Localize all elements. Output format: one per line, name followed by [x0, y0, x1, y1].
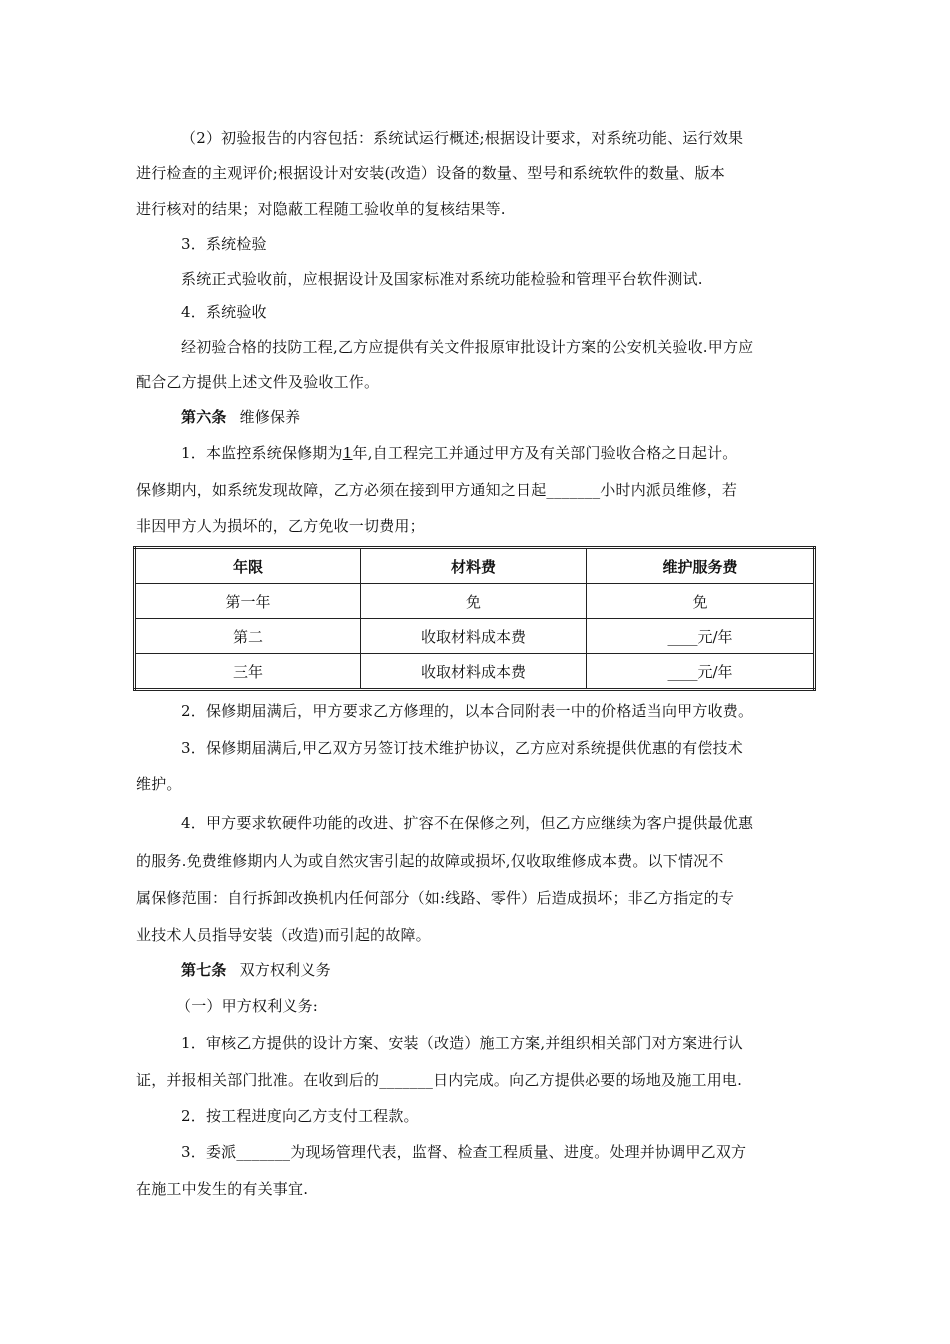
article-title: 双方权利义务	[239, 961, 331, 979]
paragraph-line: 业技术人员指导安装（改造)而引起的故障。	[136, 926, 431, 944]
text-span: 年,自工程完工并通过甲方及有关部门验收合格之日起计。	[352, 444, 738, 462]
paragraph-line	[181, 443, 737, 463]
paragraph-line: 2．按工程进度向乙方支付工程款。	[181, 1107, 419, 1125]
article-label: 第六条	[181, 408, 227, 426]
table-cell: ____元/年	[586, 619, 814, 654]
table-header-cell: 年限	[135, 548, 361, 584]
paragraph-line: 在施工中发生的有关事宜.	[136, 1180, 309, 1198]
paragraph-line: 3．委派_______为现场管理代表，监督、检查工程质量、进度。处理并协调甲乙双方	[181, 1143, 747, 1161]
paragraph-line: 保修期内，如系统发现故障，乙方必须在接到甲方通知之日起_______小时内派员维修，若	[136, 481, 738, 499]
table-header-row	[135, 548, 815, 584]
table-cell: ____元/年	[586, 654, 814, 690]
section-heading: 3．系统检验	[181, 235, 267, 253]
paragraph-line: 配合乙方提供上述文件及验收工作。	[136, 373, 380, 391]
article-heading	[181, 407, 300, 427]
section-heading: 4．系统验收	[181, 303, 267, 321]
table-cell: 免	[360, 584, 586, 619]
table-row	[135, 584, 815, 619]
table-cell: 收取材料成本费	[360, 619, 586, 654]
paragraph-line: 1．审核乙方提供的设计方案、安装（改造）施工方案,并组织相关部门对方案进行认	[181, 1034, 743, 1052]
table-header-cell: 维护服务费	[586, 548, 814, 584]
table-cell: 三年	[135, 654, 361, 690]
paragraph-line: 4．甲方要求软硬件功能的改进、扩容不在保修之列，但乙方应继续为客户提供最优惠	[181, 814, 754, 832]
paragraph-line: 属保修范围：自行拆卸改换机内任何部分（如:线路、零件）后造成损坏；非乙方指定的专	[136, 889, 735, 907]
fill-in-blank: 1	[342, 444, 353, 462]
article-heading	[181, 960, 331, 980]
paragraph-line: （2）初验报告的内容包括：系统试运行概述;根据设计要求，对系统功能、运行效果	[181, 129, 744, 147]
table-row	[135, 619, 815, 654]
table-cell: 收取材料成本费	[360, 654, 586, 690]
article-label: 第七条	[181, 961, 227, 979]
table-cell: 第二	[135, 619, 361, 654]
paragraph-line: 维护。	[136, 775, 182, 793]
paragraph-line: 经初验合格的技防工程,乙方应提供有关文件报原审批设计方案的公安机关验收.甲方应	[181, 338, 754, 356]
paragraph-line: 进行核对的结果；对隐蔽工程随工验收单的复核结果等.	[136, 200, 506, 218]
table-cell: 免	[586, 584, 814, 619]
paragraph-line: 进行检查的主观评价;根据设计对安装(改造）设备的数量、型号和系统软件的数量、版本	[136, 164, 725, 182]
article-title: 维修保养	[239, 408, 301, 426]
paragraph-line: 系统正式验收前，应根据设计及国家标准对系统功能检验和管理平台软件测试.	[181, 270, 703, 288]
paragraph-line: 的服务.免费维修期内人为或自然灾害引起的故障或损坏,仅收取维修成本费。以下情况不	[136, 852, 724, 870]
paragraph-line: 3．保修期届满后,甲乙双方另签订技术维护协议，乙方应对系统提供优惠的有偿技术	[181, 739, 743, 757]
table-cell: 第一年	[135, 584, 361, 619]
table-header-cell: 材料费	[360, 548, 586, 584]
subsection-heading: （一）甲方权利义务:	[176, 997, 319, 1015]
warranty-fee-table	[133, 546, 816, 691]
text-span: 1．本监控系统保修期为	[181, 444, 343, 462]
paragraph-line: 2．保修期届满后，甲方要求乙方修理的，以本合同附表一中的价格适当向甲方收费。	[181, 702, 754, 720]
paragraph-line: 非因甲方人为损坏的，乙方免收一切费用；	[136, 517, 425, 535]
table-row	[135, 654, 815, 690]
paragraph-line: 证，并报相关部门批准。在收到后的_______日内完成。向乙方提供必要的场地及施工用电.	[136, 1071, 743, 1089]
